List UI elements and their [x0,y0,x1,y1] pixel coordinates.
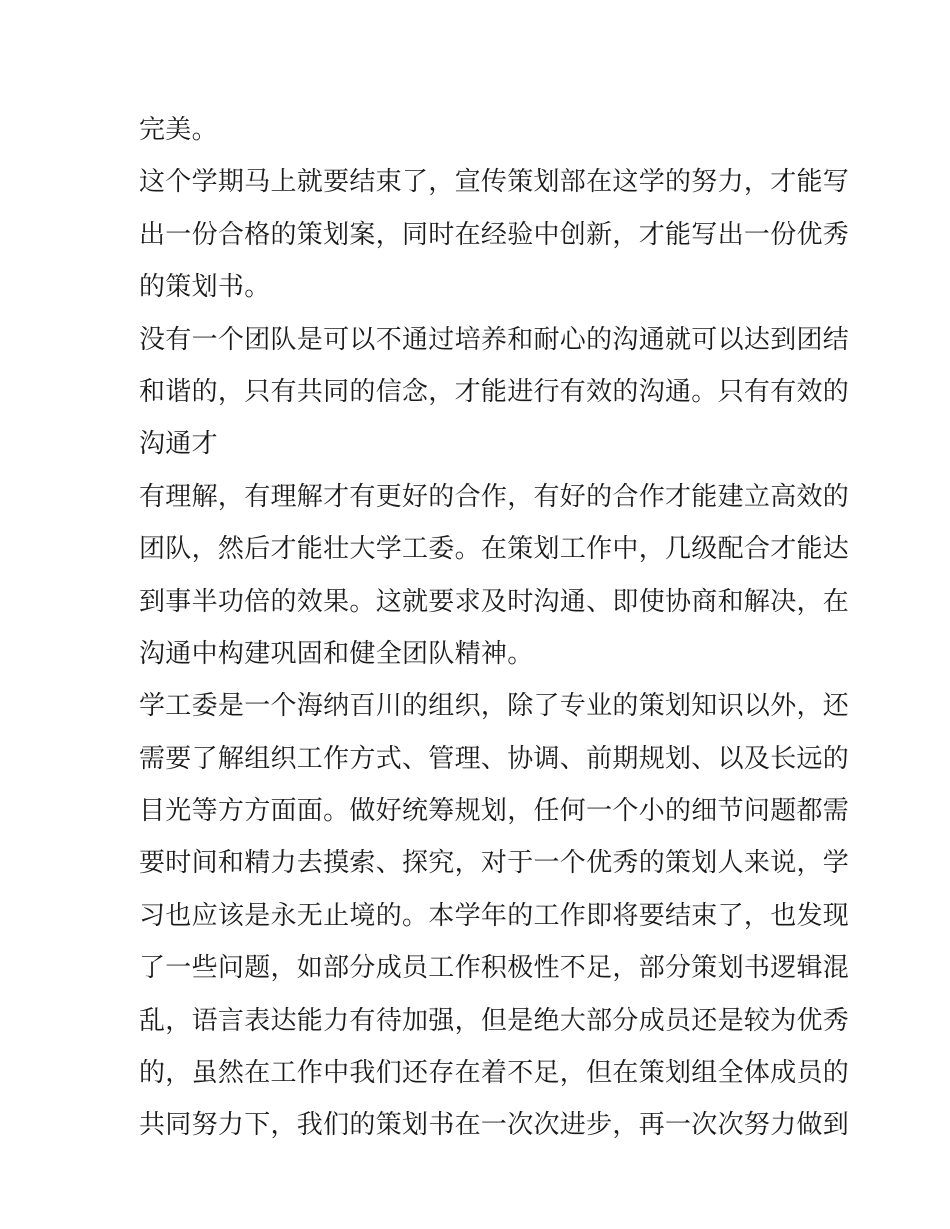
text-line: 学工委是一个海纳百川的组织，除了专业的策划知识以外，还 [139,691,850,722]
text-line: 需要了解组织工作方式、管理、协调、前期规划、以及长远的 [139,743,850,774]
text-line: 团队，然后才能壮大学工委。在策划工作中，几级配合才能达 [139,534,850,565]
text-line: 的，虽然在工作中我们还存在着不足，但在策划组全体成员的 [139,1058,850,1089]
document-body [139,104,850,1152]
text-line: 习也应该是永无止境的。本学年的工作即将要结束了，也发现 [139,900,850,931]
text-line: 沟通才 [139,429,218,460]
text-line: 乱，语言表达能力有待加强，但是绝大部分成员还是较为优秀 [139,1005,850,1036]
text-line: 共同努力下，我们的策划书在一次次进步，再一次次努力做到 [139,1110,850,1141]
text-line: 到事半功倍的效果。这就要求及时沟通、即使协商和解决，在 [139,586,850,617]
text-line: 没有一个团队是可以不通过培养和耐心的沟通就可以达到团结 [139,324,850,355]
text-line: 的策划书。 [139,272,271,303]
text-line: 有理解，有理解才有更好的合作，有好的合作才能建立高效的 [139,481,850,512]
text-line: 目光等方方面面。做好统筹规划，任何一个小的细节问题都需 [139,796,850,827]
text-line: 要时间和精力去摸索、探究，对于一个优秀的策划人来说，学 [139,848,850,879]
text-line: 出一份合格的策划案，同时在经验中创新，才能写出一份优秀 [139,219,850,250]
text-line: 这个学期马上就要结束了，宣传策划部在这学的努力，才能写 [139,167,850,198]
text-line: 了一些问题，如部分成员工作积极性不足，部分策划书逻辑混 [139,953,850,984]
text-line: 沟通中构建巩固和健全团队精神。 [139,638,534,669]
text-line: 完美。 [139,115,218,145]
text-line: 和谐的，只有共同的信念，才能进行有效的沟通。只有有效的 [139,376,850,407]
